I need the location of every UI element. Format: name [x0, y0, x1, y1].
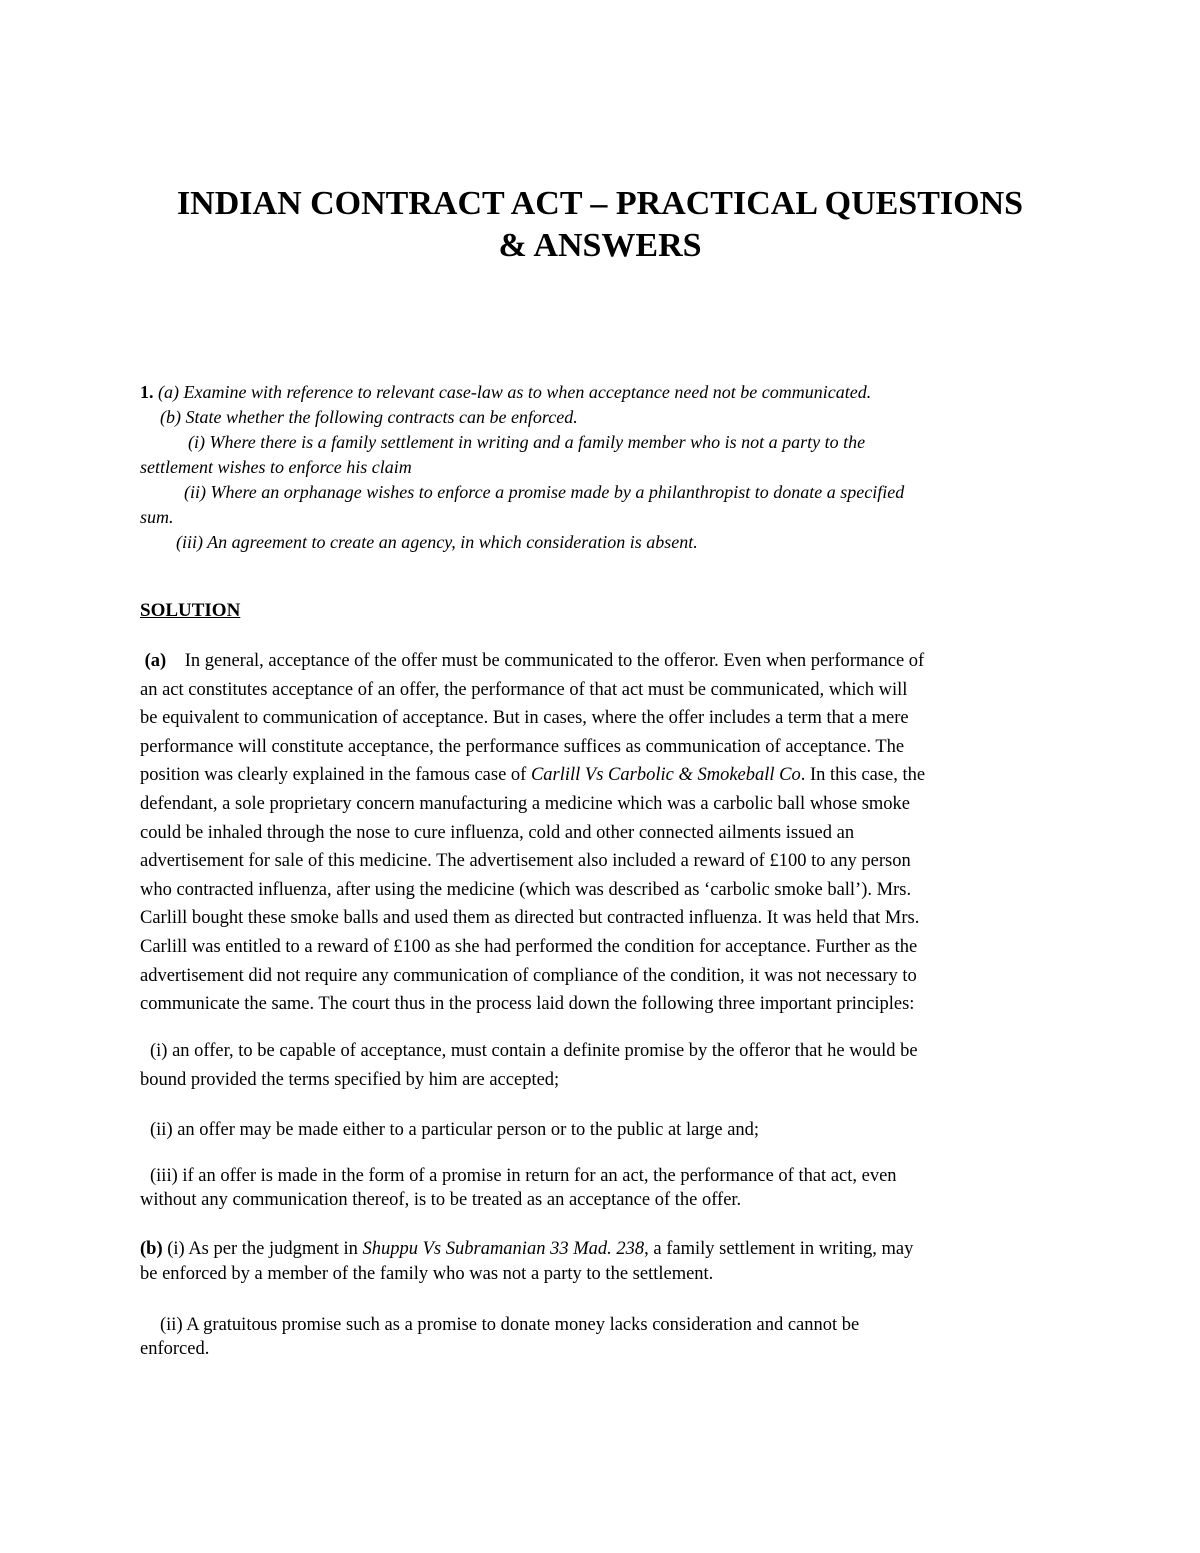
- case-name-shuppu: Shuppu Vs Subramanian 33 Mad. 238: [362, 1239, 645, 1259]
- principle-3: [140, 1164, 1065, 1212]
- solution-b-ii-line1: (ii) A gratuitous promise such as a promise to donate money lacks consideration and cannot be: [160, 1315, 860, 1335]
- principle-1-line1: (i) an offer, to be capable of acceptance, must contain a definite promise by the offeror that he would be: [150, 1041, 918, 1061]
- principle-2: [140, 1116, 1065, 1145]
- question-number: 1.: [140, 382, 154, 402]
- document-title: [120, 183, 1080, 267]
- solution-a-line: be equivalent to communication of acceptance. But in cases, where the offer includes a term that a mere: [140, 708, 909, 729]
- solution-a-line: defendant, a sole proprietary concern manufacturing a medicine which was a carbolic ball whose smoke: [140, 793, 911, 814]
- principle-2-line: (ii) an offer may be made either to a particular person or to the public at large and;: [150, 1120, 760, 1140]
- solution-a-text: position was clearly explained in the famous case of: [140, 765, 531, 786]
- question-b: (b) State whether the following contracts can be enforced.: [160, 407, 578, 427]
- solution-b-ii-line2: enforced.: [140, 1339, 210, 1359]
- solution-b-text: , a family settlement in writing, may: [644, 1239, 914, 1259]
- solution-a-line: an act constitutes acceptance of an offer, the performance of that act must be communicated, which will: [140, 679, 908, 700]
- solution-a-line: advertisement did not require any communication of compliance of the condition, it was not necessary to: [140, 965, 917, 986]
- solution-b-text: (i) As per the judgment in: [162, 1239, 363, 1259]
- question-b-i-line1: (i) Where there is a family settlement in writing and a family member who is not a party to the: [188, 432, 866, 452]
- question-a: [140, 380, 1070, 405]
- solution-b-i-line1: [140, 1237, 1065, 1262]
- solution-b-i-line2: be enforced by a member of the family who was not a party to the settlement.: [140, 1264, 714, 1284]
- solution-b-ii: [140, 1313, 1065, 1361]
- solution-a-line: performance will constitute acceptance, the performance suffices as communication of acceptance. The: [140, 736, 905, 757]
- principle-3-line1: (iii) if an offer is made in the form of a promise in return for an act, the performance of that act, even: [150, 1166, 897, 1186]
- solution-a-line: could be inhaled through the nose to cure influenza, cold and other connected ailments issued an: [140, 822, 855, 843]
- solution-a-line: communicate the same. The court thus in the process laid down the following three important principles:: [140, 994, 915, 1015]
- solution-a-line: [140, 647, 1065, 676]
- solution-a-line: advertisement for sale of this medicine. The advertisement also included a reward of £100 to any person: [140, 851, 911, 872]
- solution-a-line: [140, 761, 1065, 790]
- question-b-ii-line1: (ii) Where an orphanage wishes to enforce a promise made by a philanthropist to donate a specified: [184, 482, 905, 502]
- solution-a-label: (a): [144, 651, 167, 671]
- question-a-text: (a) Examine with reference to relevant case-law as to when acceptance need not be communicated.: [158, 382, 872, 402]
- solution-a-line: Carlill was entitled to a reward of £100 as she had performed the condition for acceptance. Further as the: [140, 936, 918, 957]
- principle-3-line2: without any communication thereof, is to be treated as an acceptance of the offer.: [140, 1190, 742, 1210]
- solution-a-line: Carlill bought these smoke balls and used them as directed but contracted influenza. It was held that Mrs.: [140, 908, 920, 929]
- case-name-carlill: Carlill Vs Carbolic & Smokeball Co: [530, 765, 801, 786]
- principle-1-line2: bound provided the terms specified by him are accepted;: [140, 1069, 560, 1090]
- solution-a-text: In general, acceptance of the offer must be communicated to the offeror. Even when performance of: [184, 651, 925, 671]
- title-line-1: INDIAN CONTRACT ACT – PRACTICAL QUESTIONS: [176, 185, 1024, 222]
- title-line-2: & ANSWERS: [498, 227, 702, 264]
- question-block: [140, 380, 1070, 555]
- solution-a-text: . In this case, the: [800, 765, 926, 786]
- principle-1: [140, 1037, 1065, 1094]
- solution-a-line: who contracted influenza, after using the medicine (which was described as ‘carbolic smoke ball’). Mrs.: [140, 879, 912, 900]
- question-b-ii-line2: sum.: [140, 507, 174, 527]
- solution-a-paragraph: [140, 647, 1065, 1019]
- solution-b-label: (b): [140, 1239, 163, 1259]
- solution-heading: SOLUTION: [140, 600, 241, 621]
- solution-b-i: [140, 1237, 1065, 1287]
- question-b-i-line2: settlement wishes to enforce his claim: [140, 457, 412, 477]
- question-b-iii: (iii) An agreement to create an agency, in which consideration is absent.: [176, 532, 698, 552]
